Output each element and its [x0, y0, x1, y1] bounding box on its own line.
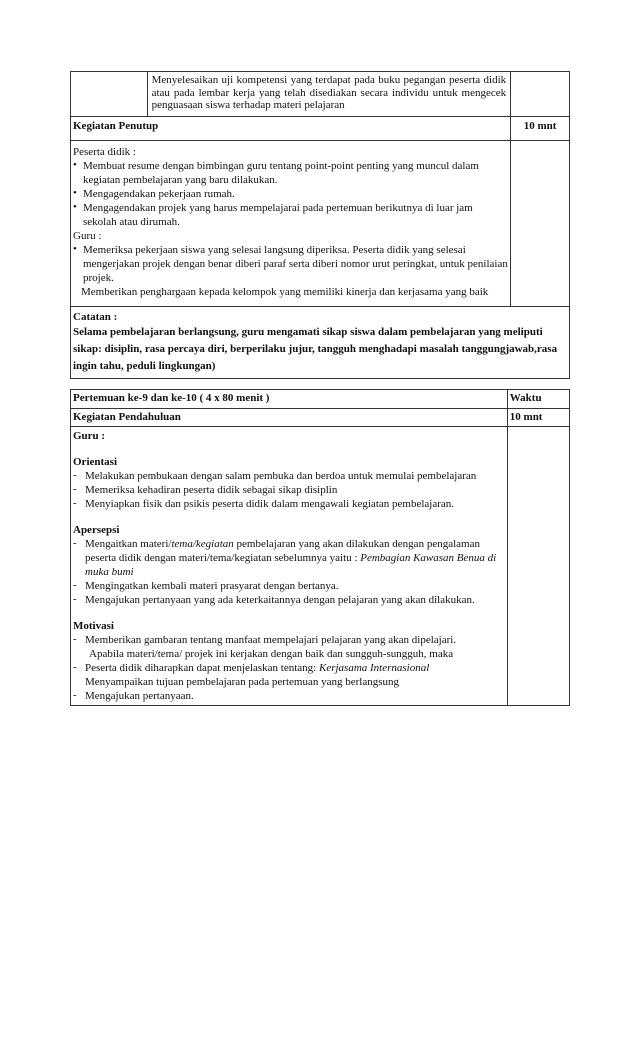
catatan-cell — [71, 307, 570, 379]
penutup-content — [71, 141, 511, 307]
pertemuan-header-cell — [71, 390, 508, 409]
pendahuluan-time-cell — [507, 409, 569, 427]
waktu-header-cell — [507, 390, 569, 409]
guru-label: Guru : — [73, 230, 102, 242]
empty-right-cell — [511, 72, 570, 117]
bullet-icon: • — [73, 187, 77, 199]
list-item: - Peserta didik diharapkan dapat menjelaskan tentang: Kerjasama Internasional Menyampaikan tujuan pembelajaran pada pertemuan yang berlangsung — [73, 661, 430, 688]
list-item: - Memberikan gambaran tentang manfaat mempelajari pelajaran yang akan dipelajari. — [73, 633, 457, 646]
list-item: • Membuat resume dengan bimbingan guru tentang point-point penting yang muncul dalam kegiatan pembelajaran yang baru dilakukan. — [73, 159, 479, 186]
list-item: • Memeriksa pekerjaan siswa yang selesai langsung diperiksa. Peserta didik yang selesai mengerjakan projek dengan benar diberi paraf serta diberi nomor urut peringkat, untuk penilaian projek. — [73, 243, 508, 284]
catatan-text: Selama pembelajaran berlangsung, guru mengamati sikap siswa dalam pembelajaran yang meliputi sikap: disiplin, rasa percaya diri, berperilaku jujur, tangguh menghadapi masalah tanggungjawab,rasa ingin tahu, peduli lingkungan) — [73, 326, 558, 372]
pertemuan-label: Pertemuan ke-9 dan ke-10 ( 4 x 80 menit ) — [73, 392, 270, 404]
pendahuluan-header-cell — [71, 409, 508, 427]
catatan-label: Catatan : — [73, 311, 118, 323]
list-item: - Memeriksa kehadiran peserta didik sebagai sikap disiplin — [73, 483, 338, 496]
list-item: - Mengingatkan kembali materi prasyarat dengan bertanya. — [73, 579, 339, 592]
penutup-label: Kegiatan Penutup — [73, 120, 159, 132]
pendahuluan-content — [71, 427, 508, 706]
list-item: - Melakukan pembukaan dengan salam pembuka dan berdoa untuk memulai pembelajaran — [73, 469, 477, 482]
empty-left-cell — [71, 72, 148, 117]
pendahuluan-time-empty — [507, 427, 569, 706]
uji-kompetensi-cell — [147, 72, 511, 117]
penutup-time-cell — [511, 117, 570, 141]
motivasi-extra-text: Apabila materi/tema/ projek ini kerjakan dengan baik dan sungguh-sungguh, maka — [89, 648, 454, 660]
pendahuluan-time: 10 mnt — [509, 411, 543, 423]
list-item: - Mengaitkan materi/tema/kegiatan pembelajaran yang akan dilakukan dengan pengalaman peserta didik dengan materi/tema/kegiatan sebelumnya yaitu : Pembagian Kawasan Benua di muka bumi — [73, 537, 497, 578]
list-item: - Mengajukan pertanyaan yang ada keterkaitannya dengan pelajaran yang akan dilakukan. — [73, 593, 475, 606]
list-item: - Menyiapkan fisik dan psikis peserta didik dalam mengawali kegiatan pembelajaran. — [73, 497, 454, 510]
guru-label: Guru : — [73, 430, 106, 442]
list-item: • Mengagendakan pekerjaan rumah. — [73, 187, 235, 200]
list-item: - Mengajukan pertanyaan. — [73, 689, 194, 702]
motivasi-heading: Motivasi — [73, 620, 114, 632]
waktu-label: Waktu — [509, 392, 542, 404]
penutup-time-empty — [511, 141, 570, 307]
apersepsi-heading: Apersepsi — [73, 524, 120, 536]
table-pertemuan — [70, 389, 570, 706]
guru-extra-text: Memberikan penghargaan kepada kelompok yang memiliki kinerja dan kerjasama yang baik — [81, 286, 489, 298]
table-penutup — [70, 71, 570, 379]
pendahuluan-label: Kegiatan Pendahuluan — [73, 411, 181, 423]
bullet-icon: • — [73, 201, 77, 213]
bullet-icon: • — [73, 243, 77, 255]
uji-kompetensi-text: Menyelesaikan uji kompetensi yang terdapat pada buku pegangan peserta didik atau pada lembar kerja yang telah disediakan secara individu untuk mengecek penguasaan siswa terhadap materi pelajaran — [151, 74, 507, 111]
penutup-time: 10 mnt — [523, 120, 557, 132]
bullet-icon: • — [73, 159, 77, 171]
penutup-header — [71, 117, 511, 141]
list-item: • Mengagendakan projek yang harus mempelajarai pada pertemuan berikutnya di luar jam sekolah atau dirumah. — [73, 201, 473, 228]
orientasi-heading: Orientasi — [73, 456, 117, 468]
peserta-label: Peserta didik : — [73, 146, 136, 158]
